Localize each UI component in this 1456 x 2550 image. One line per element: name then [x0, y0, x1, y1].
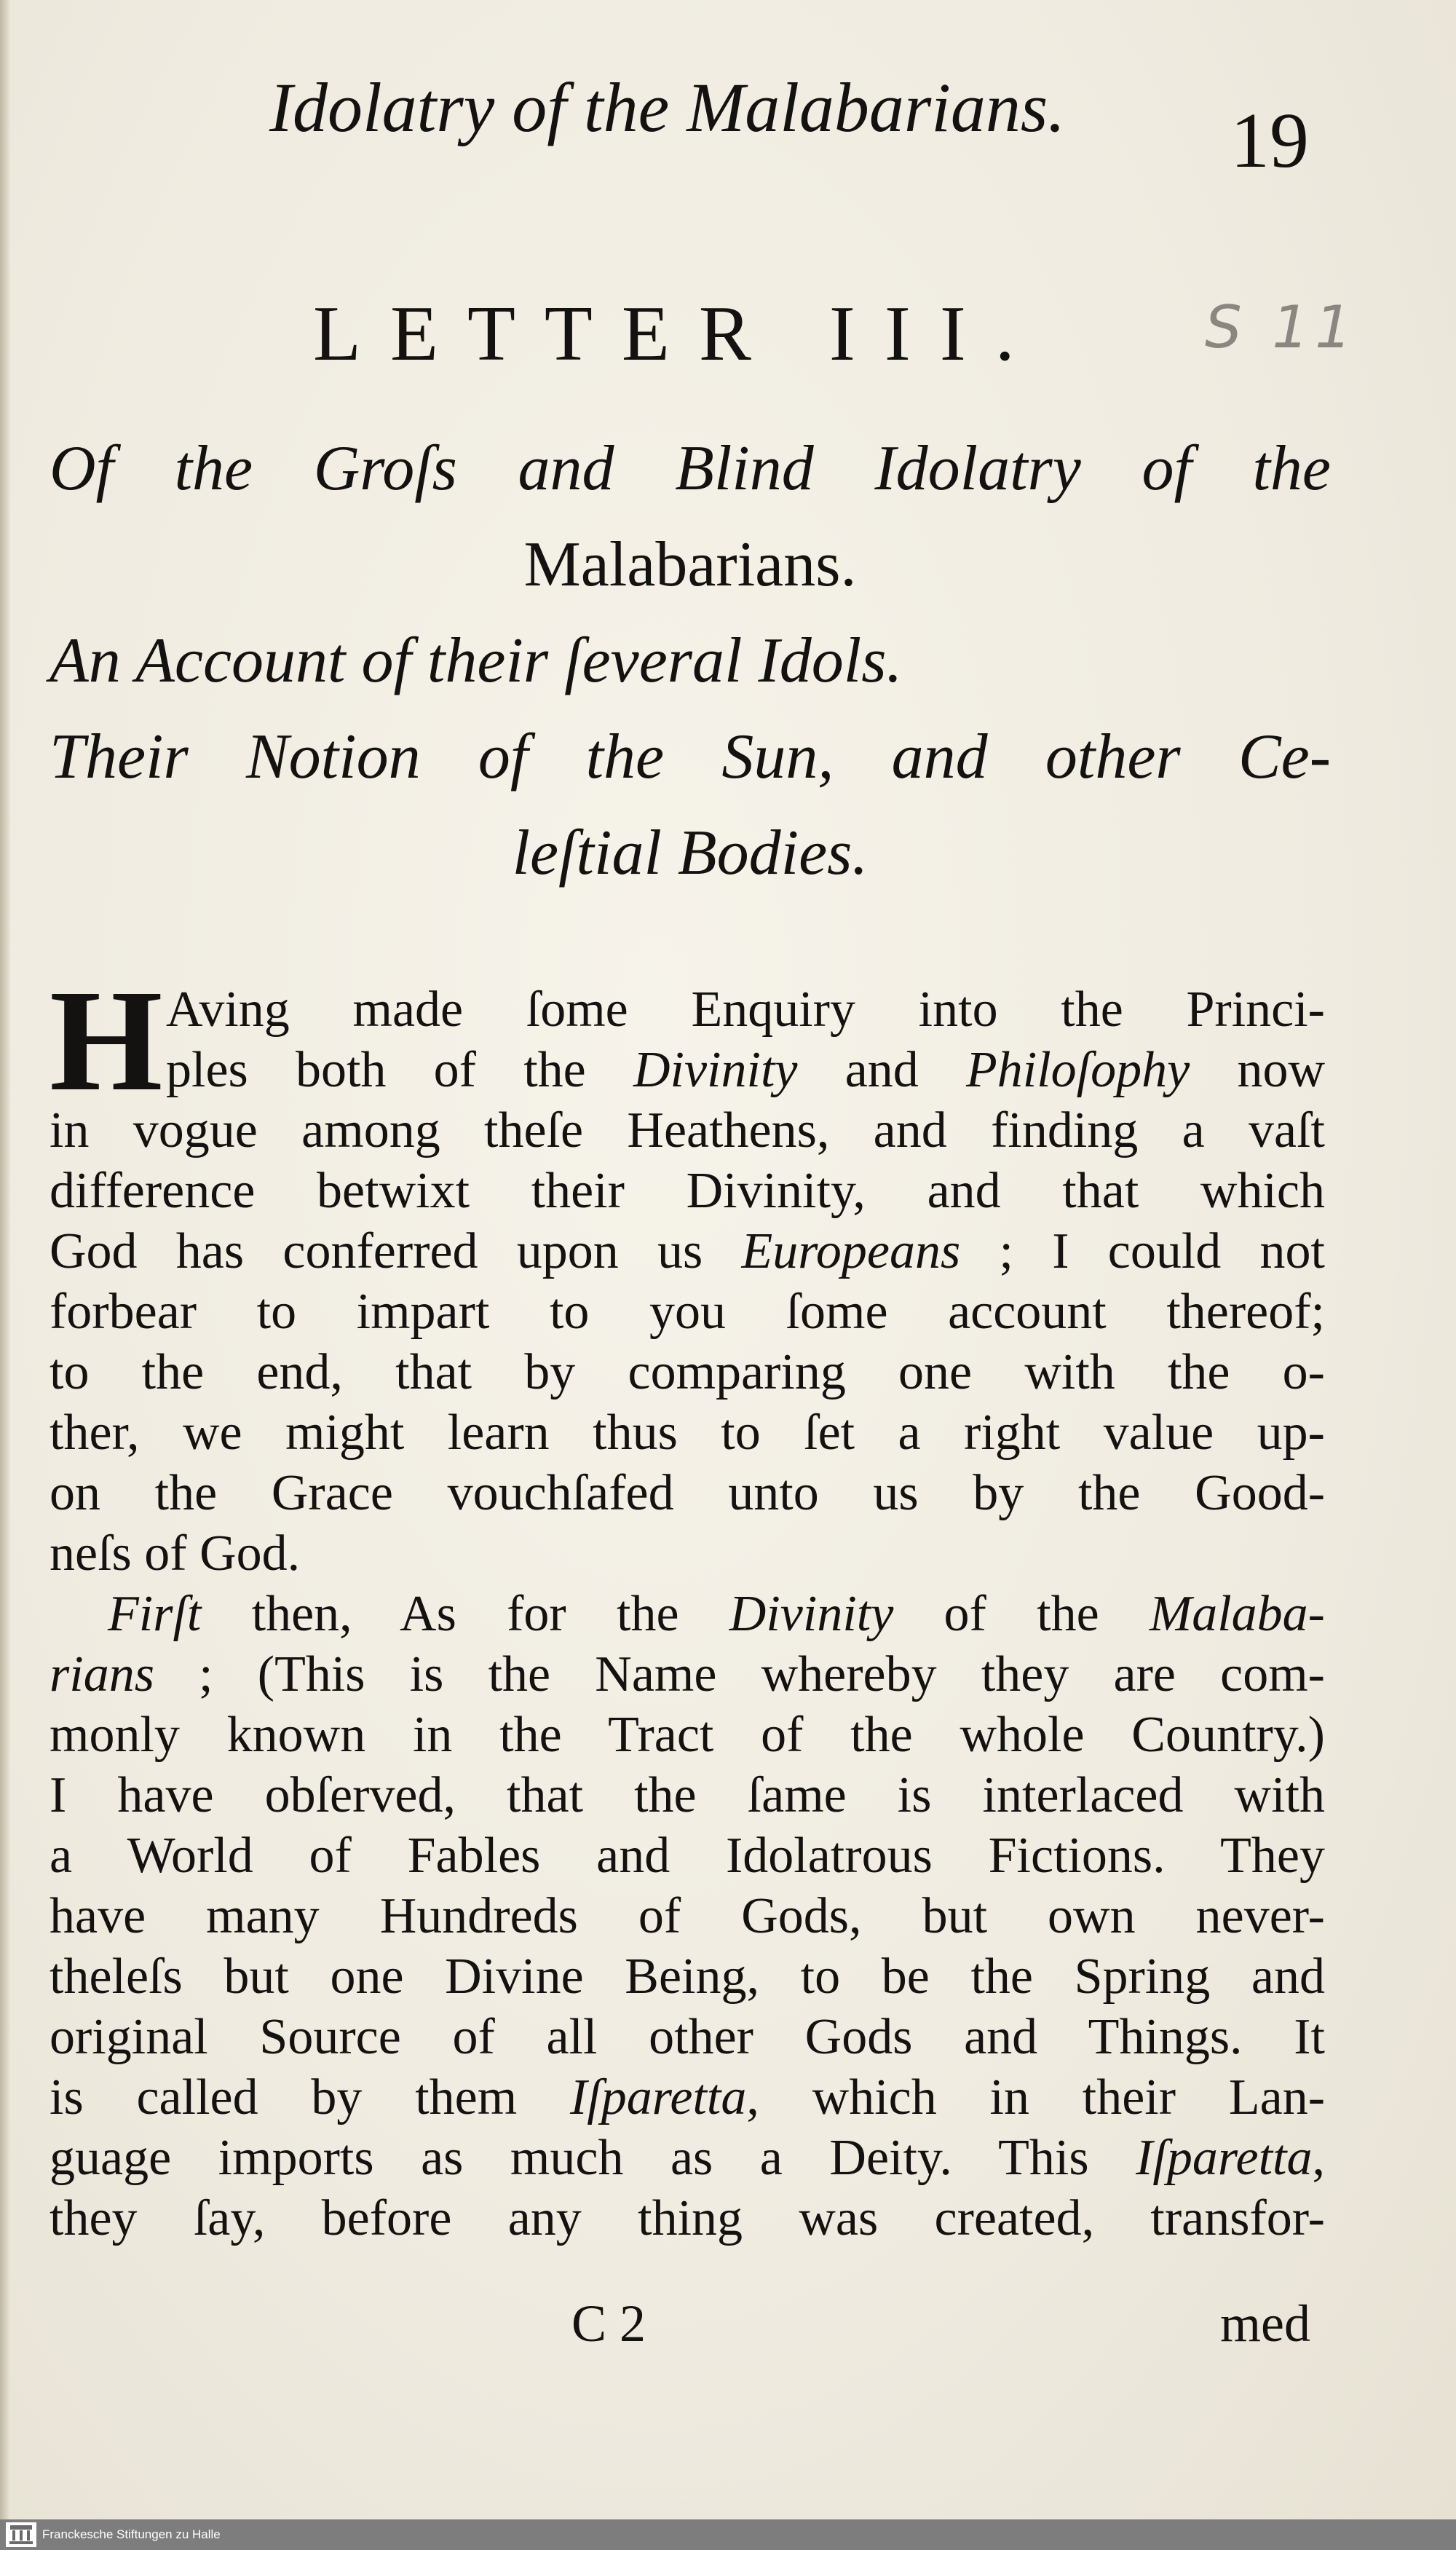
text-line: ther, we might learn thus to ſet a right value up- [50, 1405, 1325, 1461]
text-line: they ſay, before any thing was created, transfor- [50, 2190, 1325, 2246]
text-line: Aving made ſome Enquiry into the Princi- [166, 982, 1325, 1038]
handwritten-annotation: S 11 [1205, 293, 1358, 361]
library-footer-bar [0, 2519, 1456, 2550]
text-line: rians ; (This is the Name whereby they are com- [50, 1646, 1325, 1702]
text-line: have many Hundreds of Gods, but own never- [50, 1888, 1325, 1944]
body-text [50, 960, 1326, 2249]
title-line: Of the Groſs and Blind Idolatry of the [50, 433, 1331, 504]
text-line: forbear to impart to you ſome account thereof; [50, 1284, 1325, 1340]
title-line: leſtial Bodies. [512, 818, 869, 888]
signature-mark: C 2 [571, 2294, 646, 2353]
text-line: a World of Fables and Idolatrous Fictions. They [50, 1828, 1325, 1884]
page-number: 19 [1230, 98, 1309, 184]
text-line: on the Grace vouchſafed unto us by the Good- [50, 1465, 1325, 1521]
text-line: Firſt then, As for the Divinity of the Malaba- [108, 1586, 1325, 1642]
letter-heading: LETTER III. [313, 291, 1044, 377]
title-line: An Account of their ſeveral Idols. [50, 625, 903, 696]
text-line: I have obſerved, that the ſame is interlaced with [50, 1767, 1325, 1823]
text-line: difference betwixt their Divinity, and that which [50, 1163, 1325, 1219]
text-line: neſs of God. [50, 1525, 301, 1582]
library-logo-icon [6, 2522, 36, 2547]
page-gutter-edge [0, 0, 10, 2519]
text-line: monly known in the Tract of the whole Country.) [50, 1707, 1325, 1763]
text-line: theleſs but one Divine Being, to be the Spring and [50, 1949, 1325, 2005]
text-line: in vogue among theſe Heathens, and finding a vaſt [50, 1102, 1325, 1158]
text-line: guage imports as much as a Deity. This Iſparetta, [50, 2130, 1325, 2186]
drop-cap: H [50, 960, 163, 1121]
catchword: med [1220, 2294, 1310, 2353]
chapter-title [50, 433, 1331, 888]
title-line: Malabarians. [523, 529, 857, 600]
library-label: Franckesche Stiftungen zu Halle [42, 2527, 221, 2541]
title-line: Their Notion of the Sun, and other Ce- [50, 722, 1331, 792]
text-line: to the end, that by comparing one with the o- [50, 1344, 1325, 1400]
text-line: ples both of the Divinity and Philoſophy now [166, 1042, 1325, 1098]
text-line: is called by them Iſparetta, which in their Lan- [50, 2069, 1326, 2125]
text-line: original Source of all other Gods and Things. It [50, 2009, 1325, 2065]
running-head: Idolatry of the Malabarians. [269, 68, 1066, 146]
text-line: God has conferred upon us Europeans ; I could not [50, 1223, 1325, 1279]
